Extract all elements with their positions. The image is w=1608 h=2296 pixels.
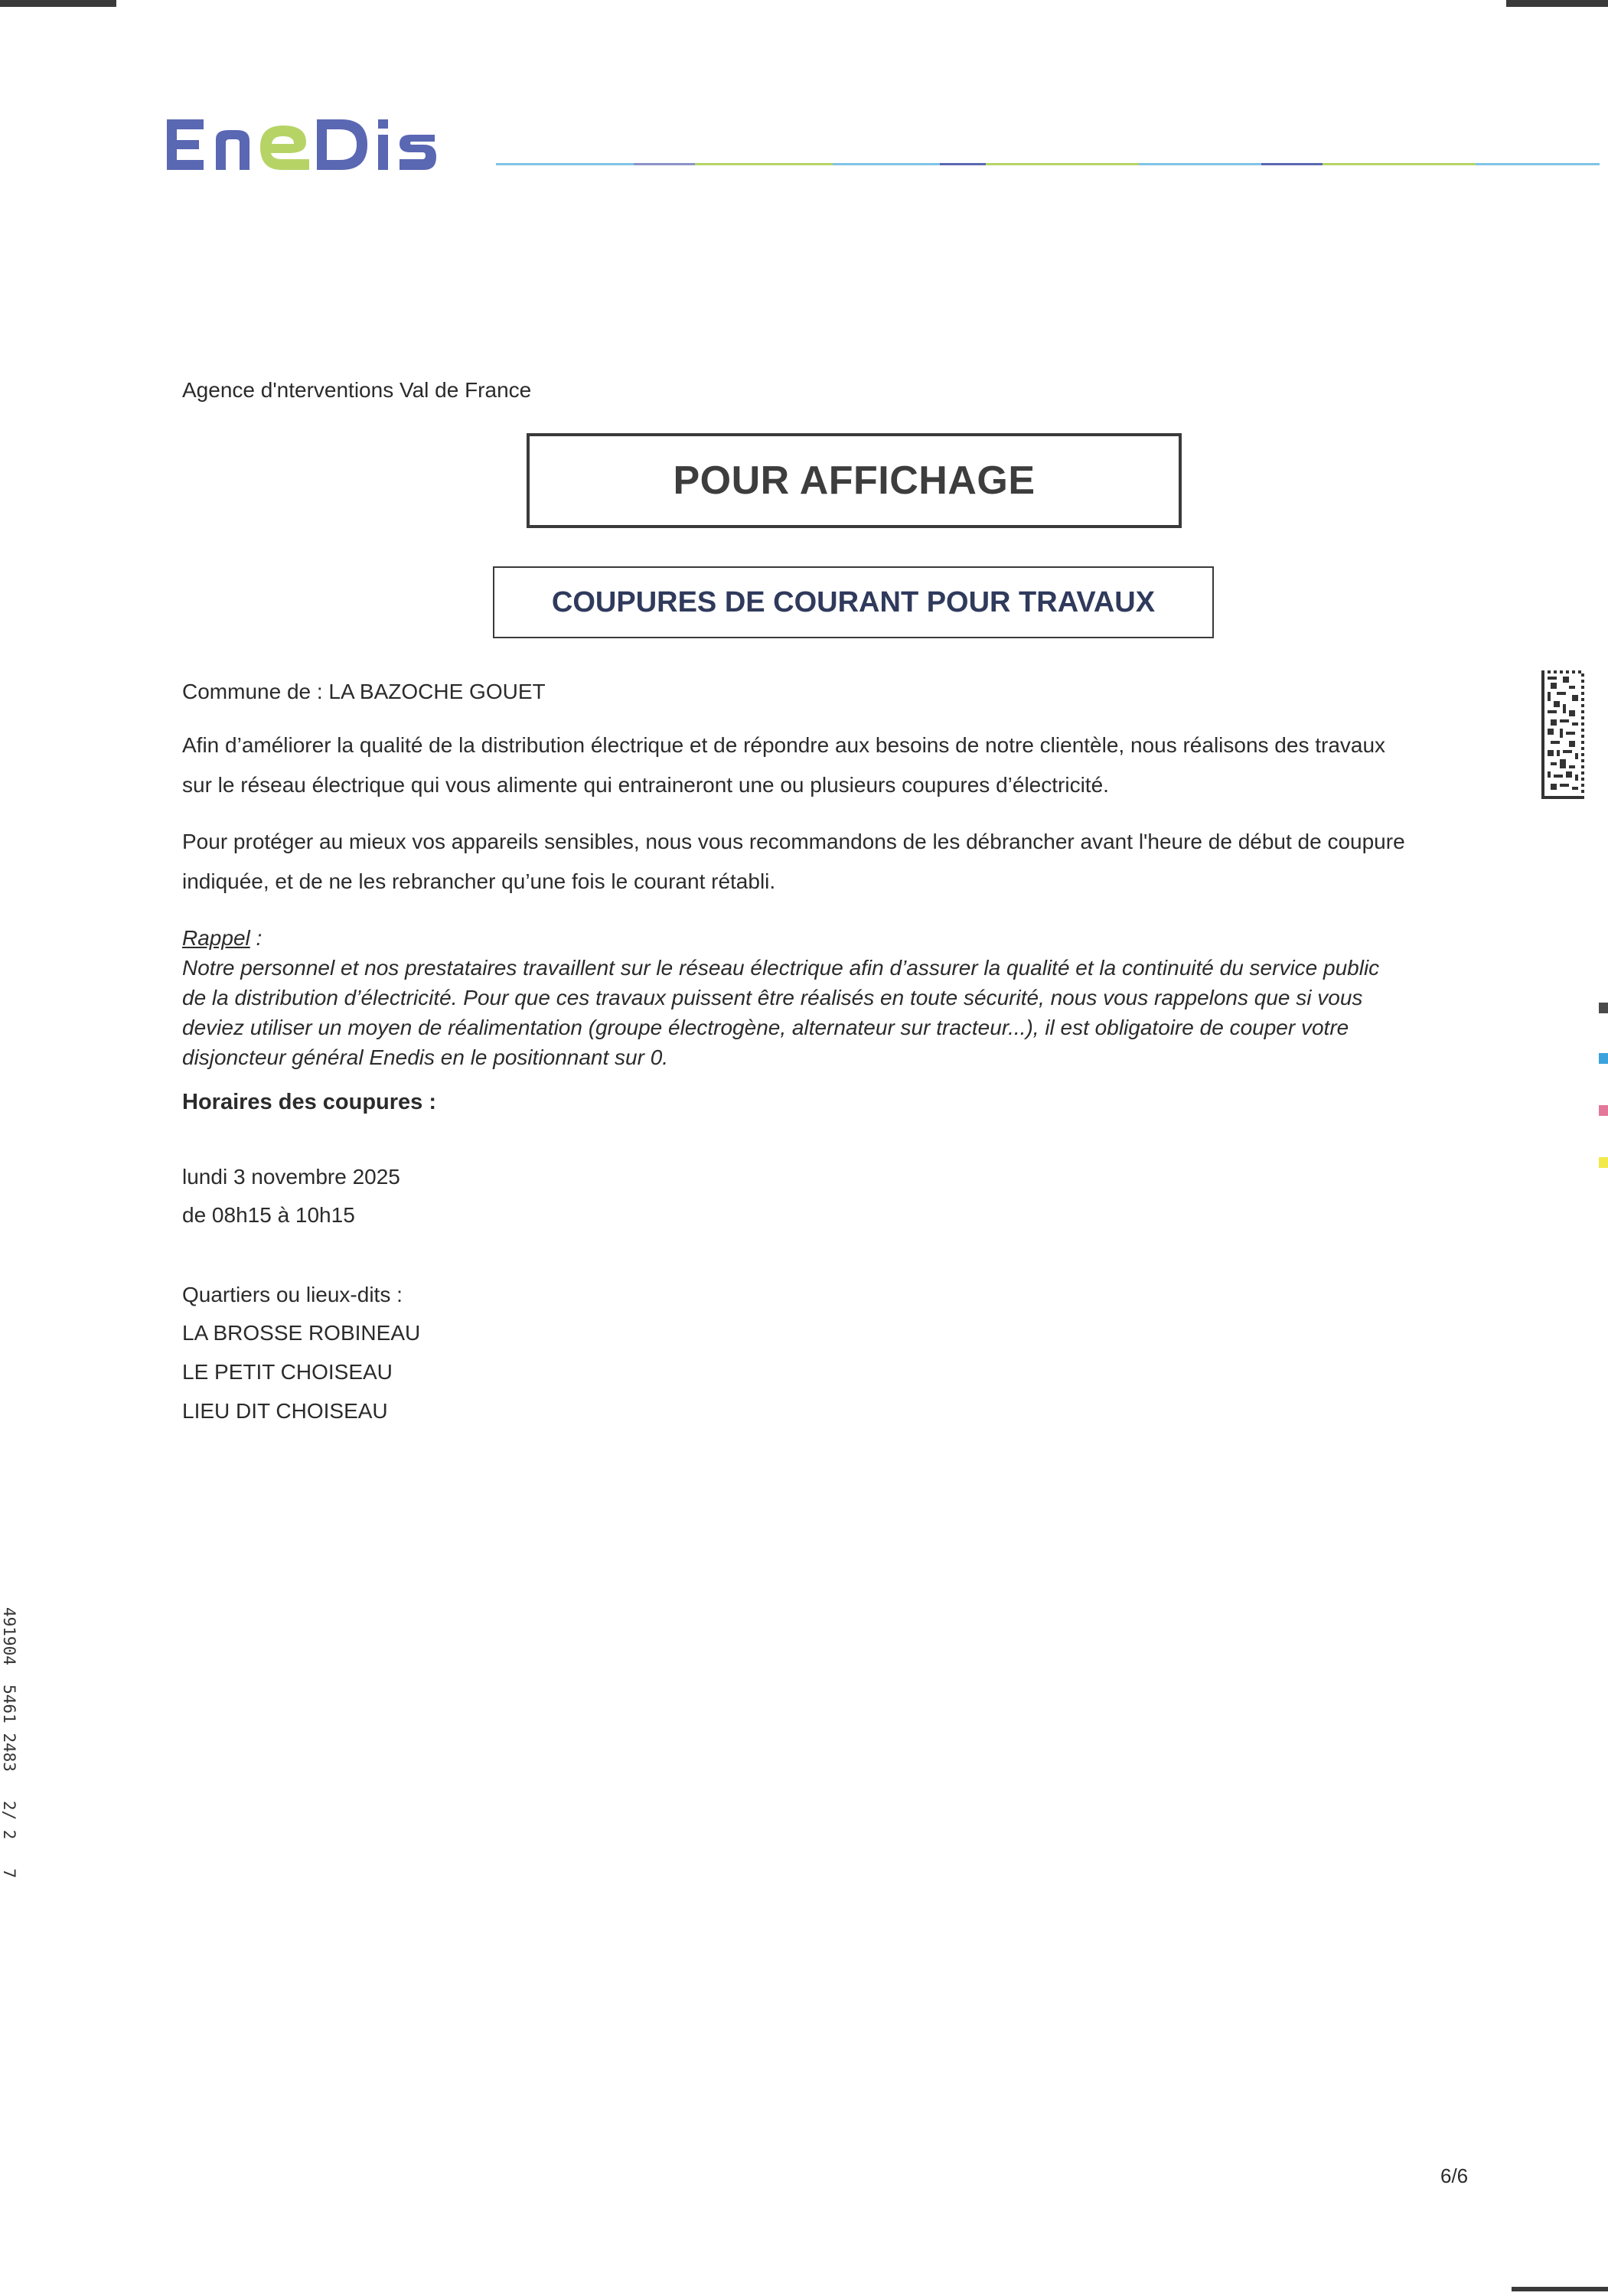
reminder-line-3: deviez utiliser un moyen de réalimentation (groupe électrogène, alternateur sur tracteur...), il est obligatoire de couper votre (182, 1016, 1349, 1039)
enedis-logo (167, 109, 473, 178)
registration-mark-black (1599, 1003, 1608, 1013)
intro-paragraph (182, 726, 1483, 805)
schedule-title: Horaires des coupures : (182, 1090, 436, 1114)
datamatrix-code (1541, 670, 1584, 799)
advice-paragraph (182, 822, 1483, 902)
outage-date: lundi 3 novembre 2025 (182, 1165, 400, 1189)
margin-code-text: 491904 5461 2483 2/ 2 7 (0, 1607, 18, 1879)
reminder-colon: : (250, 926, 263, 950)
registration-mark-cyan (1599, 1053, 1608, 1064)
places-title: Quartiers ou lieux-dits : (182, 1283, 403, 1306)
reminder-heading (182, 923, 1483, 953)
display-label: POUR AFFICHAGE (673, 458, 1036, 503)
page-number: 6/6 (1440, 2164, 1469, 2187)
notice-title-box (493, 566, 1214, 638)
advice-line-2: indiquée, et de ne les rebrancher qu’une fois le courant rétabli. (182, 869, 776, 893)
margin-tracking-code (0, 1607, 23, 1879)
place-item: LE PETIT CHOISEAU (182, 1360, 393, 1384)
reminder-line-1: Notre personnel et nos prestataires travaillent sur le réseau électrique afin d’assurer la qualité et la continuité du service public (182, 956, 1380, 980)
commune-line: Commune de : LA BAZOCHE GOUET (182, 680, 546, 703)
registration-mark-magenta (1599, 1105, 1608, 1116)
scan-mark-bottom-right (1512, 2287, 1608, 2291)
reminder-block (182, 923, 1483, 1072)
outage-time: de 08h15 à 10h15 (182, 1203, 355, 1227)
notice-title: COUPURES DE COURANT POUR TRAVAUX (551, 585, 1156, 618)
scan-mark-top-left (0, 0, 116, 7)
header-rule (496, 162, 1600, 166)
reminder-line-4: disjoncteur général Enedis en le positionnant sur 0. (182, 1045, 669, 1069)
scan-mark-top-right (1506, 0, 1608, 7)
place-item: LA BROSSE ROBINEAU (182, 1321, 421, 1345)
intro-line-1: Afin d’améliorer la qualité de la distribution électrique et de répondre aux besoins de notre clientèle, nous réalisons des travaux (182, 733, 1386, 757)
reminder-line-2: de la distribution d’électricité. Pour que ces travaux puissent être réalisés en toute sécurité, nous vous rappelons que si vous (182, 986, 1363, 1009)
display-label-box (527, 433, 1182, 528)
intro-line-2: sur le réseau électrique qui vous alimente qui entraineront une ou plusieurs coupures d’électricité. (182, 773, 1109, 797)
reminder-label: Rappel (182, 926, 250, 950)
advice-line-1: Pour protéger au mieux vos appareils sensibles, nous vous recommandons de les débrancher avant l'heure de début de coupure (182, 830, 1405, 853)
registration-mark-yellow (1599, 1157, 1608, 1168)
agency-name: Agence d'nterventions Val de France (182, 378, 532, 402)
place-item: LIEU DIT CHOISEAU (182, 1399, 388, 1423)
